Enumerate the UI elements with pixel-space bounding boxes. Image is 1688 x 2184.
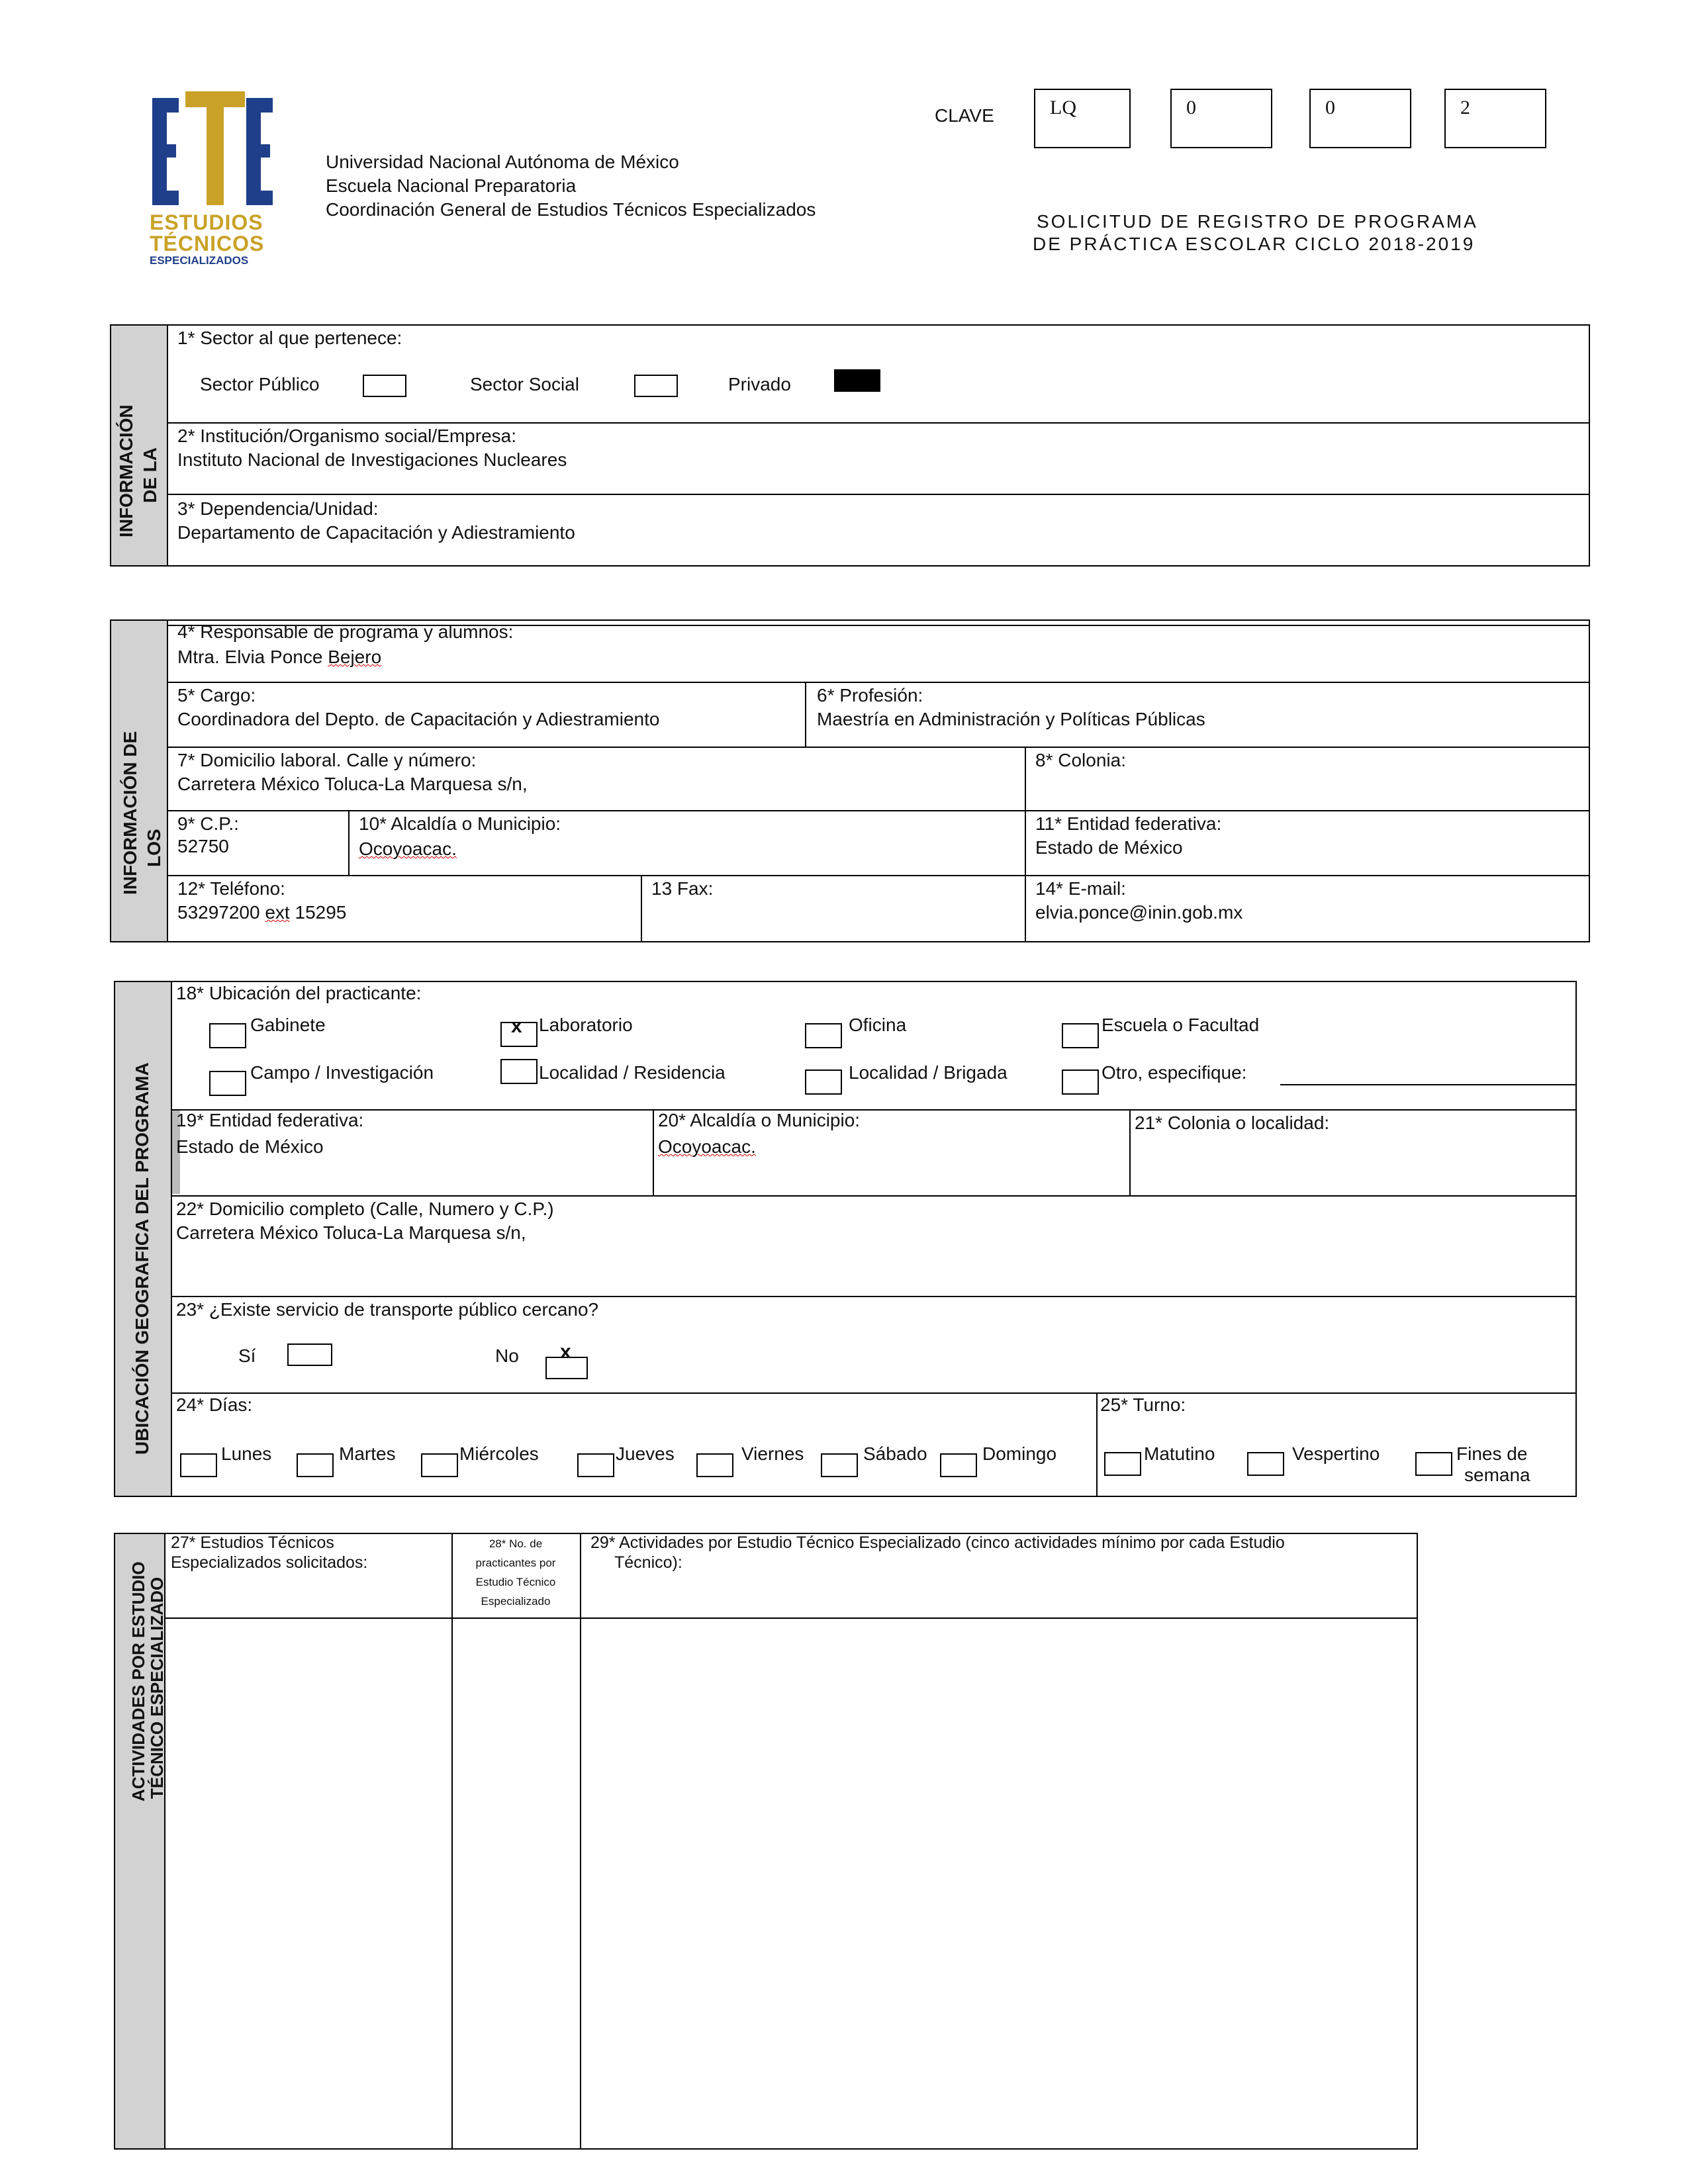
section3-divider-1: [171, 1109, 1577, 1111]
section3-divider-3: [171, 1296, 1577, 1297]
sabado-label: Sábado: [863, 1443, 927, 1464]
clave-field-4[interactable]: 2: [1444, 89, 1546, 148]
section3-vdiv-turno: [1096, 1392, 1098, 1497]
localidad-residencia-checkbox[interactable]: [500, 1059, 538, 1084]
fines-semana-label-1: Fines de: [1456, 1443, 1528, 1464]
q4-value: [177, 646, 381, 668]
q29-label-2: Técnico):: [614, 1553, 682, 1572]
q7-label: 7* Domicilio laboral. Calle y número:: [177, 750, 477, 770]
oficina-checkbox[interactable]: [805, 1023, 842, 1048]
fines-semana-checkbox[interactable]: [1415, 1452, 1452, 1476]
opt-privado-label: Privado: [728, 374, 791, 394]
section1-side-label-1: INFORMACIÓN: [116, 404, 136, 537]
lunes-checkbox[interactable]: [180, 1453, 217, 1477]
section2-divider-1: [167, 682, 1590, 683]
q11-value: Estado de México: [1035, 837, 1183, 858]
q21-label: 21* Colonia o localidad:: [1135, 1113, 1330, 1133]
q12-value-number: 53297200: [177, 902, 265, 923]
miercoles-checkbox[interactable]: [421, 1453, 458, 1477]
gabinete-checkbox[interactable]: [209, 1023, 246, 1048]
q28-label-3: Estudio Técnico: [475, 1576, 556, 1588]
q12-value-extension: 15295: [289, 902, 347, 923]
section2-divider-2: [167, 747, 1590, 748]
section3-vdiv-municipio: [653, 1109, 654, 1195]
q8-label: 8* Colonia:: [1035, 750, 1126, 770]
q2-label: 2* Institución/Organismo social/Empresa:: [177, 426, 516, 446]
opt-no-label: No: [495, 1345, 519, 1366]
q29-label-1: 29* Actividades por Estudio Técnico Especializado (cinco actividades mínimo por cada Estudio: [590, 1533, 1285, 1552]
opt-si-label: Sí: [238, 1345, 256, 1366]
clave-label: CLAVE: [935, 105, 994, 126]
localidad-brigada-label: Localidad / Brigada: [849, 1062, 1008, 1083]
q9-label: 9* C.P.:: [177, 813, 239, 834]
section4-header-divider: [164, 1617, 1418, 1619]
clave-field-3[interactable]: 0: [1309, 89, 1411, 148]
section2-vdiv-cp: [348, 810, 350, 875]
section4-side-label-1: ACTIVIDADES POR ESTUDIO: [128, 1561, 148, 1801]
transporte-no-checkmark: x: [560, 1341, 571, 1363]
q19-value: Estado de México: [176, 1136, 324, 1157]
q3-value: Departamento de Capacitación y Adiestramiento: [177, 522, 575, 543]
sector-social-checkbox[interactable]: [634, 375, 678, 397]
section2-vdiv-cargo: [805, 682, 806, 747]
section2-divider-4: [167, 875, 1590, 876]
q22-label: 22* Domicilio completo (Calle, Numero y C.P.): [176, 1199, 554, 1219]
section2-side-label-2: LOS: [144, 829, 164, 867]
q9-value: 52750: [177, 836, 229, 856]
escuela-label: Escuela o Facultad: [1102, 1015, 1260, 1035]
opt-sector-social-label: Sector Social: [470, 374, 579, 394]
q27-label-2: Especializados solicitados:: [171, 1553, 368, 1572]
q4-label: 4* Responsable de programa y alumnos:: [177, 621, 514, 642]
gabinete-label: Gabinete: [250, 1015, 326, 1035]
q22-value: Carretera México Toluca-La Marquesa s/n,: [176, 1222, 526, 1243]
q11-label: 11* Entidad federativa:: [1035, 813, 1222, 834]
section1-side-label-2: DE LA: [140, 447, 160, 503]
q1-label: 1* Sector al que pertenece:: [177, 328, 402, 348]
clave-field-1[interactable]: LQ: [1034, 89, 1131, 148]
q14-label: 14* E-mail:: [1035, 878, 1126, 899]
q28-label-4: Especializado: [481, 1595, 551, 1608]
otro-checkbox[interactable]: [1062, 1069, 1099, 1095]
q28-label-1: 28* No. de: [489, 1537, 543, 1550]
institution-line-3: Coordinación General de Estudios Técnicos Especializados: [326, 199, 816, 220]
campo-label: Campo / Investigación: [250, 1062, 434, 1083]
section2-divider-3: [167, 810, 1590, 811]
section3-divider-4: [171, 1392, 1577, 1394]
lunes-label: Lunes: [221, 1443, 272, 1464]
privado-checkbox[interactable]: [834, 369, 880, 392]
institution-line-1: Universidad Nacional Autónoma de México: [326, 152, 679, 172]
q28-label-2: practicantes por: [475, 1557, 556, 1569]
q25-label: 25* Turno:: [1100, 1394, 1186, 1415]
transporte-si-checkbox[interactable]: [287, 1343, 332, 1366]
opt-sector-publico-label: Sector Público: [200, 374, 320, 394]
q28-input-area[interactable]: [454, 1620, 579, 2147]
q14-value: elvia.ponce@inin.gob.mx: [1035, 902, 1243, 923]
logo-text-especializados: ESPECIALIZADOS: [150, 254, 249, 267]
doc-title-line-1: SOLICITUD DE REGISTRO DE PROGRAMA: [1037, 211, 1478, 232]
logo-text-estudios: ESTUDIOS: [150, 210, 263, 234]
section4-side-label-2: TÉCNICO ESPECIALIZADO: [147, 1576, 167, 1799]
q4-value-surname: Bejero: [328, 647, 382, 667]
otro-label: Otro, especifique:: [1102, 1062, 1247, 1083]
q3-label: 3* Dependencia/Unidad:: [177, 498, 379, 519]
fines-semana-label-2: semana: [1464, 1465, 1530, 1485]
vespertino-label: Vespertino: [1292, 1443, 1380, 1464]
domingo-checkbox[interactable]: [940, 1453, 977, 1477]
matutino-label: Matutino: [1144, 1443, 1215, 1464]
q20-value: Ocoyoacac.: [658, 1136, 756, 1157]
martes-label: Martes: [339, 1443, 396, 1464]
q5-value: Coordinadora del Depto. de Capacitación y Adiestramiento: [177, 709, 660, 729]
otro-specify-line[interactable]: [1280, 1084, 1577, 1085]
localidad-brigada-checkbox[interactable]: [805, 1069, 842, 1095]
q27-label-1: 27* Estudios Técnicos: [171, 1533, 334, 1552]
viernes-checkbox[interactable]: [696, 1453, 733, 1477]
section3-divider-2: [171, 1195, 1577, 1197]
institution-line-2: Escuela Nacional Preparatoria: [326, 175, 577, 196]
domingo-label: Domingo: [982, 1443, 1057, 1464]
q10-value: Ocoyoacac.: [359, 839, 457, 859]
jueves-checkbox[interactable]: [577, 1453, 614, 1477]
martes-checkbox[interactable]: [297, 1453, 334, 1477]
miercoles-label: Miércoles: [459, 1443, 539, 1464]
viernes-label: Viernes: [741, 1443, 804, 1464]
vespertino-checkbox[interactable]: [1247, 1452, 1284, 1476]
q24-label: 24* Días:: [176, 1394, 253, 1415]
clave-field-2[interactable]: 0: [1170, 89, 1272, 148]
laboratorio-label: Laboratorio: [539, 1015, 633, 1035]
q20-label: 20* Alcaldía o Municipio:: [658, 1110, 861, 1130]
logo-text-tecnicos: TÉCNICOS: [150, 232, 265, 255]
doc-title-line-2: DE PRÁCTICA ESCOLAR CICLO 2018-2019: [1033, 234, 1476, 254]
escuela-checkbox[interactable]: [1062, 1023, 1099, 1048]
q5-label: 5* Cargo:: [177, 685, 256, 705]
q18-label: 18* Ubicación del practicante:: [176, 983, 422, 1003]
campo-checkbox[interactable]: [209, 1071, 246, 1096]
q13-label: 13 Fax:: [651, 878, 714, 899]
q23-label: 23* ¿Existe servicio de transporte público cercano?: [176, 1299, 599, 1320]
section2-side-label-1: INFORMACIÓN DE: [120, 731, 140, 895]
q10-label: 10* Alcaldía o Municipio:: [359, 813, 561, 834]
section4-vdiv-1: [451, 1533, 453, 2150]
q19-label: 19* Entidad federativa:: [176, 1110, 364, 1130]
q6-value: Maestría en Administración y Políticas Públicas: [817, 709, 1205, 729]
q27-input-area[interactable]: [167, 1620, 450, 2147]
q4-value-name: Mtra. Elvia Ponce: [177, 647, 328, 667]
section1-divider-2: [167, 494, 1590, 495]
logo: [147, 91, 279, 271]
q2-value: Instituto Nacional de Investigaciones Nucleares: [177, 449, 567, 470]
section1-divider-1: [167, 422, 1590, 424]
laboratorio-checkmark: x: [511, 1015, 522, 1037]
q28-label: [453, 1534, 579, 1611]
section2-vdiv-colonia: [1025, 747, 1026, 942]
q12-label: 12* Teléfono:: [177, 878, 285, 899]
section2-vdiv-fax: [641, 875, 642, 942]
oficina-label: Oficina: [849, 1015, 907, 1035]
sabado-checkbox[interactable]: [821, 1453, 858, 1477]
section3-side-label: UBICACIÓN GEOGRAFICA DEL PROGRAMA: [132, 1062, 152, 1455]
sector-publico-checkbox[interactable]: [363, 375, 406, 397]
q12-value-ext: ext: [265, 902, 290, 923]
matutino-checkbox[interactable]: [1104, 1452, 1141, 1476]
q7-value: Carretera México Toluca-La Marquesa s/n,: [177, 774, 528, 794]
jueves-label: Jueves: [616, 1443, 675, 1464]
localidad-residencia-label: Localidad / Residencia: [539, 1062, 726, 1083]
section4-vdiv-2: [580, 1533, 581, 2150]
section3-vdiv-colonia: [1129, 1109, 1131, 1195]
q12-value: [177, 901, 346, 924]
q29-input-area[interactable]: [583, 1620, 1415, 2147]
q6-label: 6* Profesión:: [817, 685, 923, 705]
